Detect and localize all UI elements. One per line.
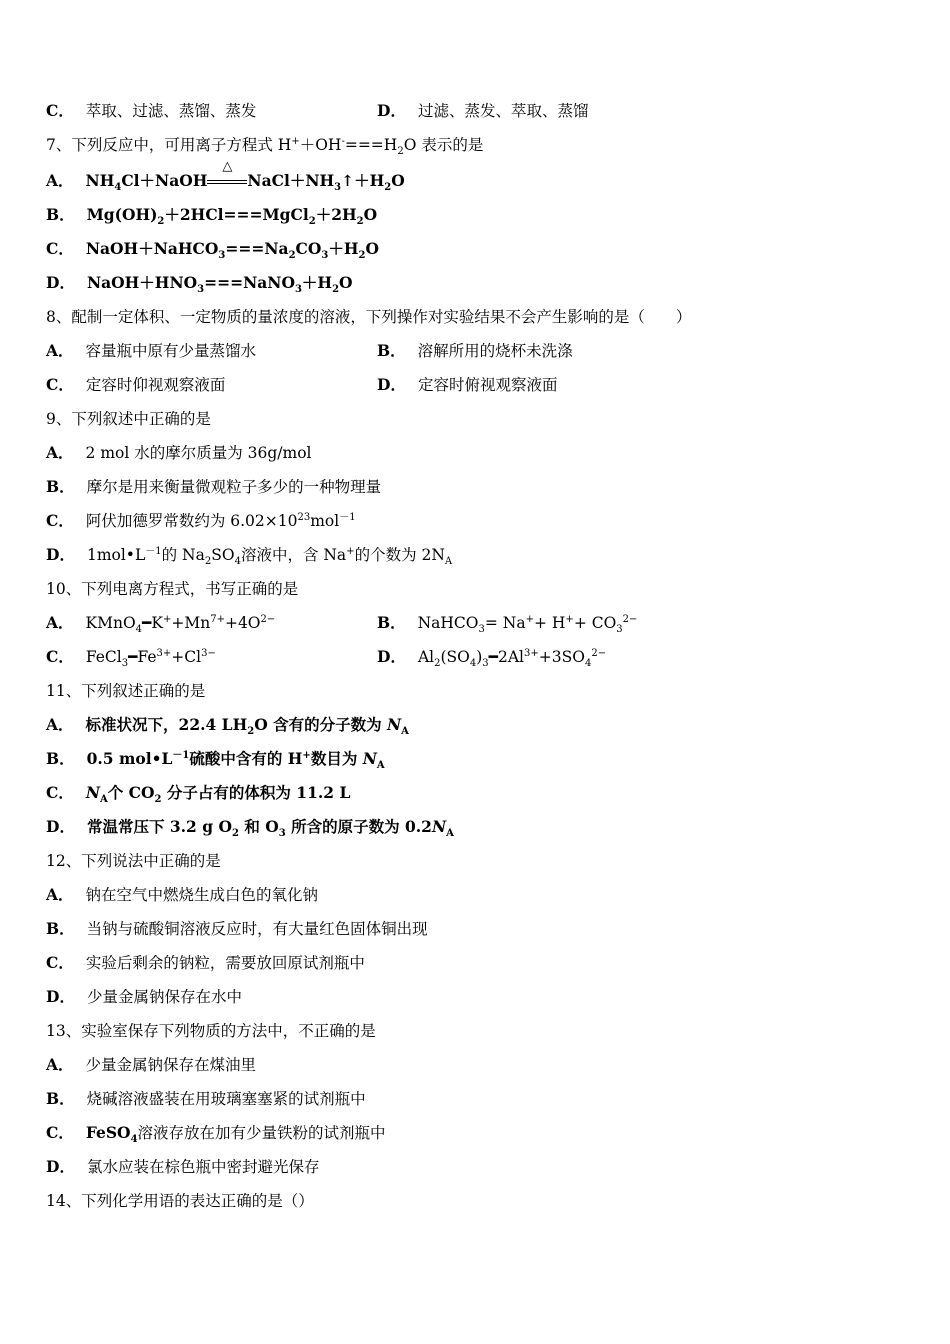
option-text: 分子占有的体积为 11.2 L [161, 783, 351, 802]
option-text: 1mol•L [86, 546, 146, 564]
subscript: 3 [334, 182, 342, 194]
subscript: 3 [121, 658, 129, 670]
option-text: 定容时仰视观察液面 [85, 376, 226, 394]
superscript: 23 [297, 511, 311, 523]
question-10-option-a [46, 606, 275, 640]
option-text: 的个数为 2N [354, 546, 445, 564]
option-label: B． [46, 919, 75, 938]
option-label: D． [46, 273, 75, 292]
option-text: 容量瓶中原有少量蒸馏水 [85, 342, 257, 360]
subscript: 2 [332, 284, 340, 296]
formula-part: +3SO [538, 648, 585, 666]
question-8-stem: 8、配制一定体积、一定物质的量浓度的溶液，下列操作对实验结果不会产生影响的是（ ） [46, 308, 692, 326]
formula-part: = Na [484, 614, 526, 632]
option-text: mol [310, 512, 340, 530]
subscript: 4 [584, 658, 592, 670]
formula-part: Mg(OH) [86, 205, 158, 224]
question-11-option-c [46, 776, 350, 810]
question-10-option-c [46, 640, 216, 674]
formula-part: ===NaNO [204, 273, 295, 292]
option-text: 2 mol 水的摩尔质量为 36g/mol [85, 444, 312, 462]
option-text: 当钠与硫酸铜溶液反应时，有大量红色固体铜出现 [86, 920, 428, 938]
superscript: + [162, 613, 172, 625]
subscript: 2 [288, 250, 296, 262]
formula-part: FeSO [85, 1123, 131, 1142]
question-10-stem: 10、下列电离方程式，书写正确的是 [46, 580, 299, 598]
subscript: 3 [616, 624, 623, 636]
option-label: B． [46, 205, 75, 224]
subscript: 2 [231, 828, 239, 840]
subscript: 2 [247, 726, 255, 738]
question-8-option-a [46, 334, 256, 368]
option-label: A． [46, 443, 74, 462]
formula-part: + H [533, 614, 566, 632]
subscript: 3 [478, 624, 485, 636]
question-14-stem: 14、下列化学用语的表达正确的是（） [46, 1192, 314, 1210]
formula-part: +Cl [171, 648, 202, 666]
question-12-option-b [46, 912, 428, 946]
superscript: 2− [260, 613, 276, 625]
subscript: 3 [321, 250, 329, 262]
subscript: 4 [130, 1134, 138, 1146]
subscript: 3 [482, 658, 489, 670]
option-text: 个 CO [107, 783, 155, 802]
question-7-option-a [46, 159, 405, 198]
avogadro-symbol: N [387, 715, 402, 734]
option-label: B． [46, 1089, 75, 1108]
subscript: 2 [308, 216, 316, 228]
option-text: 标准状况下，22.4 LH [85, 715, 248, 734]
option-label: B． [377, 341, 406, 360]
superscript: －1 [339, 511, 356, 523]
option-label: A． [46, 613, 74, 632]
subscript: A [444, 556, 453, 568]
option-label: C． [46, 647, 74, 666]
subscript: 2 [356, 216, 364, 228]
option-label: A． [46, 341, 74, 360]
option-text: 常温常压下 3.2 g O [86, 817, 232, 836]
option-label: C． [46, 375, 74, 394]
formula-part: ━2Al [488, 648, 525, 666]
option-text: 阿伏加德罗常数约为 6.02×10 [85, 512, 298, 530]
subscript: 2 [384, 182, 392, 194]
option-text: 萃取、过滤、蒸馏、蒸发 [85, 102, 257, 120]
option-label: C． [46, 511, 74, 530]
question-8-option-c [46, 368, 225, 402]
formula-part: ＋H [301, 273, 333, 292]
option-label: C． [46, 239, 74, 258]
heating-condition [207, 159, 247, 198]
stem-part: 7、下列反应中，可用离子方程式 H [46, 136, 292, 154]
question-12-option-a [46, 878, 318, 912]
superscript: 3− [201, 647, 216, 659]
option-label: A． [46, 715, 74, 734]
prev-option-d [377, 94, 588, 128]
option-label: A． [46, 171, 74, 190]
option-text: 过滤、蒸发、萃取、蒸馏 [417, 102, 589, 120]
subscript: 2 [204, 556, 212, 568]
question-12-option-d [46, 980, 242, 1014]
formula-part: NaHCO [417, 614, 479, 632]
subscript: 2 [154, 794, 162, 806]
formula-part: O [391, 171, 405, 190]
formula-part: (SO [440, 648, 470, 666]
question-13-option-d [46, 1150, 319, 1184]
option-label: B． [377, 613, 406, 632]
option-text: 少量金属钠保存在煤油里 [85, 1056, 257, 1074]
option-text: 摩尔是用来衡量微观粒子多少的一种物理量 [86, 478, 382, 496]
option-text: 的 Na [161, 546, 205, 564]
formula-part: ━Fe [128, 648, 157, 666]
formula-part: FeCl [85, 648, 122, 666]
formula-part: ━K [142, 614, 163, 632]
option-label: C． [46, 101, 74, 120]
formula-part: ＋2HCl===MgCl [164, 205, 309, 224]
subscript: 3 [197, 284, 205, 296]
option-text: 数目为 [310, 749, 363, 768]
option-label: D． [46, 987, 75, 1006]
question-10-option-d [377, 640, 606, 674]
question-11-option-a [46, 708, 409, 742]
formula-part: O [363, 205, 378, 224]
superscript: - [341, 135, 345, 147]
question-7-option-b [46, 198, 377, 232]
option-text: 0.5 mol•L [86, 749, 173, 768]
subscript: 4 [135, 624, 143, 636]
formula-part: +4O [224, 614, 261, 632]
question-9-stem: 9、下列叙述中正确的是 [46, 410, 211, 428]
subscript: 2 [397, 146, 404, 158]
option-label: D． [46, 1157, 75, 1176]
option-label: D． [46, 545, 75, 564]
subscript: 3 [278, 828, 286, 840]
option-label: C． [46, 1123, 74, 1142]
option-label: C． [46, 953, 74, 972]
question-11-stem: 11、下列叙述正确的是 [46, 682, 206, 700]
option-label: B． [46, 477, 75, 496]
subscript: A [401, 726, 409, 738]
delta-icon: △ [222, 159, 233, 174]
question-7-option-c [46, 232, 379, 266]
option-text: 溶液中，含 Na [240, 546, 347, 564]
option-text: SO [211, 546, 235, 564]
question-13-option-b [46, 1082, 366, 1116]
question-12-stem: 12、下列说法中正确的是 [46, 852, 221, 870]
subscript: 4 [234, 556, 241, 568]
question-13-stem: 13、实验室保存下列物质的方法中，不正确的是 [46, 1022, 376, 1040]
stem-part: ＋OH [299, 136, 342, 154]
avogadro-symbol: N [362, 749, 377, 768]
formula-part: + CO [573, 614, 617, 632]
formula-part: KMnO [85, 614, 136, 632]
option-label: A． [46, 1055, 74, 1074]
formula-part: Al [417, 648, 435, 666]
formula-part: NaOH＋NaHCO [85, 239, 219, 258]
question-9-option-b [46, 470, 381, 504]
option-text: 少量金属钠保存在水中 [86, 988, 242, 1006]
formula-part: ) [476, 648, 483, 666]
option-text: 实验后剩余的钠粒，需要放回原试剂瓶中 [85, 954, 365, 972]
formula-part: +Mn [171, 614, 211, 632]
formula-part: O [339, 273, 353, 292]
superscript: + [565, 613, 574, 625]
formula-part: ↑＋H [341, 171, 385, 190]
subscript: 3 [294, 284, 302, 296]
option-text: 定容时俯视观察液面 [417, 376, 558, 394]
superscript: + [525, 613, 534, 625]
stem-part: O 表示的是 [403, 136, 484, 154]
option-text: 和 O [238, 817, 279, 836]
question-9-option-d [46, 538, 452, 572]
subscript: 2 [434, 658, 441, 670]
avogadro-symbol: N [85, 783, 101, 802]
superscript: －1 [172, 749, 190, 761]
formula-part: NaOH＋HNO [86, 273, 198, 292]
superscript: 2− [622, 613, 638, 625]
option-text: 所含的原子数为 0.2 [285, 817, 432, 836]
option-text: 溶解所用的烧杯未洗涤 [417, 342, 573, 360]
option-text: 钠在空气中燃烧生成白色的氧化钠 [85, 886, 319, 904]
superscript: 3+ [156, 647, 172, 659]
question-8-option-d [377, 368, 557, 402]
formula-part: O [365, 239, 379, 258]
question-11-option-d [46, 810, 454, 844]
formula-part: NaCl＋NH [247, 171, 335, 190]
option-label: A． [46, 885, 74, 904]
stem-part: ===H [344, 136, 398, 154]
option-text: 烧碱溶液盛装在用玻璃塞塞紧的试剂瓶中 [86, 1090, 366, 1108]
subscript: A [376, 760, 385, 772]
subscript: 3 [218, 250, 226, 262]
superscript: －1 [145, 545, 162, 557]
prev-option-c [46, 94, 256, 128]
formula-part: ＋H [328, 239, 359, 258]
avogadro-symbol: N [431, 817, 447, 836]
question-7-option-d [46, 266, 353, 300]
superscript: 2− [591, 647, 607, 659]
option-label: B． [46, 749, 75, 768]
formula-part: Cl＋NaOH [121, 171, 208, 190]
option-label: D． [46, 817, 75, 836]
question-7-stem [46, 128, 483, 162]
option-label: D． [377, 647, 406, 666]
superscript: + [291, 135, 300, 147]
question-10-option-b [377, 606, 637, 640]
option-label: D． [377, 375, 406, 394]
subscript: 2 [358, 250, 366, 262]
subscript: A [100, 794, 108, 806]
option-label: D． [377, 101, 406, 120]
option-text: O 含有的分子数为 [254, 715, 387, 734]
formula-part: CO [295, 239, 322, 258]
question-9-option-a [46, 436, 312, 470]
question-13-option-c [46, 1116, 386, 1150]
superscript: + [302, 749, 311, 761]
option-text: 硫酸中含有的 H [189, 749, 303, 768]
superscript: 7+ [210, 613, 225, 625]
subscript: 4 [114, 182, 122, 194]
formula-part: ===Na [225, 239, 289, 258]
question-9-option-c [46, 504, 356, 538]
subscript: 2 [157, 216, 165, 228]
question-11-option-b [46, 742, 385, 776]
subscript: 4 [469, 658, 477, 670]
question-12-option-c [46, 946, 365, 980]
question-13-option-a [46, 1048, 256, 1082]
question-8-option-b [377, 334, 573, 368]
option-text: 氯水应装在棕色瓶中密封避光保存 [86, 1158, 320, 1176]
superscript: + [346, 545, 355, 557]
formula-part: ＋2H [315, 205, 357, 224]
option-label: C． [46, 783, 74, 802]
superscript: 3+ [524, 647, 539, 659]
option-text: 溶液存放在加有少量铁粉的试剂瓶中 [137, 1124, 386, 1142]
subscript: A [446, 828, 454, 840]
formula-part: NH [85, 171, 115, 190]
